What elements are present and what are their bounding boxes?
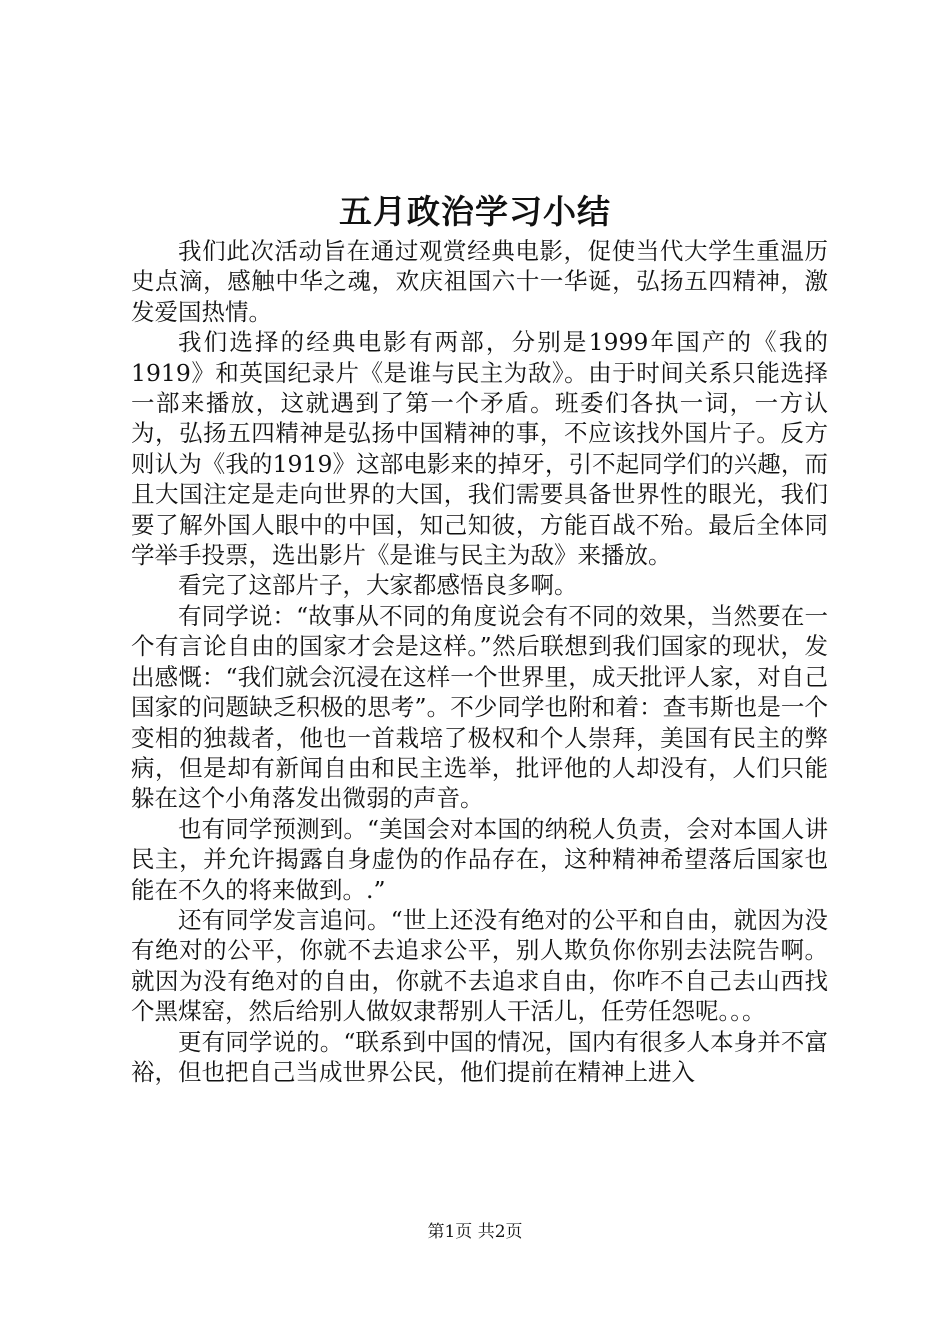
paragraph: 也有同学预测到。“美国会对本国的纳税人负责，会对本国人讲民主，并允许揭露自身虚伪的作品存在，这种精神希望落后国家也能在不久的将来做到。.” xyxy=(131,814,828,904)
paragraph: 还有同学发言追问。“世上还没有绝对的公平和自由，就因为没有绝对的公平，你就不去追求公平，别人欺负你你别去法院告啊。就因为没有绝对的自由，你就不去追求自由，你咋不自己去山西找个黑煤窑，然后给别人做奴隶帮别人干活儿，任劳任怨呢。。。 xyxy=(131,905,828,1026)
page-number-footer: 第1页 共2页 xyxy=(427,1222,523,1242)
document-title: 五月政治学习小结 xyxy=(339,192,611,231)
paragraph: 我们此次活动旨在通过观赏经典电影，促使当代大学生重温历史点滴，感触中华之魂，欢庆祖国六十一华诞，弘扬五四精神，激发爱国热情。 xyxy=(131,237,828,326)
paragraph: 看完了这部片子，大家都感悟良多啊。 xyxy=(178,571,578,600)
document-body xyxy=(131,236,828,1087)
paragraph: 我们选择的经典电影有两部，分别是1999年国产的《我的1919》和英国纪录片《是谁与民主为敌》。由于时间关系只能选择一部来播放，这就遇到了第一个矛盾。班委们各执一词，一方认为，弘扬五四精神是弘扬中国精神的事，不应该找外国片子。反方则认为《我的1919》这部电影来的掉牙，引不起同学们的兴趣，而且大国注定是走向世界的大国，我们需要具备世界性的眼光，我们要了解外国人眼中的中国，知己知彼，方能百战不殆。最后全体同学举手投票，选出影片《是谁与民主为敌》来播放。 xyxy=(131,328,828,570)
paragraph: 更有同学说的。“联系到中国的情况，国内有很多人本身并不富裕，但也把自己当成世界公民，他们提前在精神上进入 xyxy=(131,1027,828,1086)
paragraph: 有同学说：“故事从不同的角度说会有不同的效果，当然要在一个有言论自由的国家才会是这样。”然后联想到我们国家的现状，发出感慨：“我们就会沉浸在这样一个世界里，成天批评人家，对自己国家的问题缺乏积极的思考”。不少同学也附和着：查韦斯也是一个变相的独裁者，他也一首栽培了极权和个人崇拜，美国有民主的弊病，但是却有新闻自由和民主选举，批评他的人却没有，人们只能躲在这个小角落发出微弱的声音。 xyxy=(131,601,828,813)
